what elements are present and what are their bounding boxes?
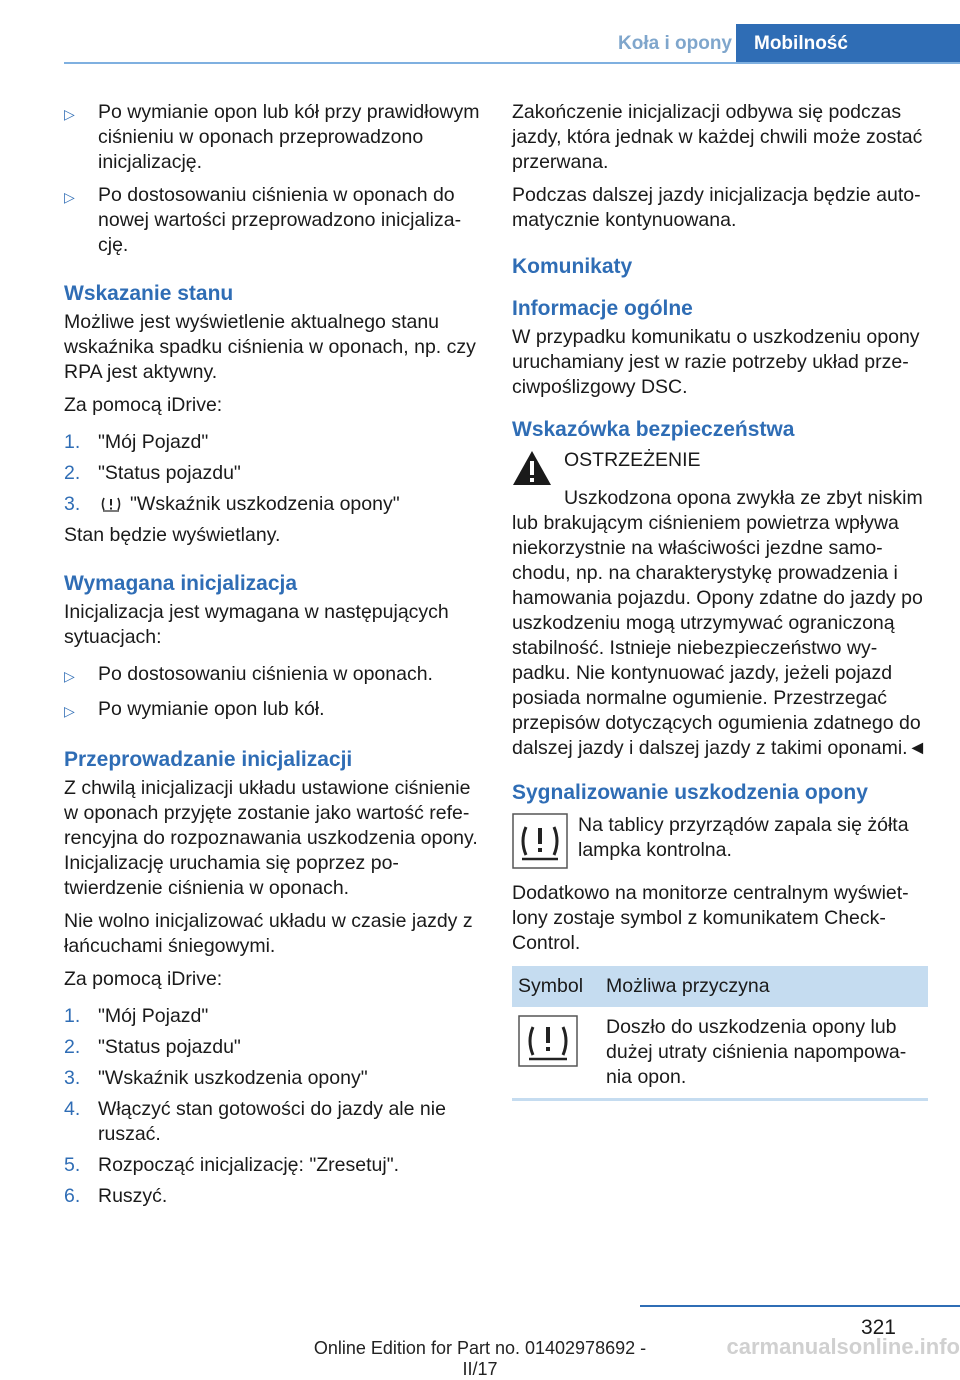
step-item: 3. "Wskaźnik uszkodzenia opony" [64,1067,368,1089]
table-header-cause: Możliwa przyczyna [600,966,928,1007]
table-cell-cause: Doszło do uszkodzenia opony lub dużej utraty ciśnienia napompowania opon. [600,1007,928,1100]
required-text: Inicjalizacja jest wymagana w następujących sytuacjach: [64,601,449,648]
list-item: ▷ Po dostosowaniu ciśnienia w oponach do nowej wartości przeprowadzono inicjalizację. [64,184,462,256]
tire-pressure-icon [512,813,568,869]
step-item: 1. "Mój Pojazd" [64,1005,209,1027]
table-header-symbol: Symbol [512,966,600,1007]
check-control-text: Dodatkowo na monitorze centralnym wyświetlony zostaje symbol z komunikatem Check-Control. [512,882,909,954]
signal-block [512,813,928,869]
heading-signal: Sygnalizowanie uszkodzenia opony [512,781,868,804]
heading-required: Wymagana inicjalizacja [64,572,298,595]
footer-edition: Online Edition for Part no. 01402978692 - II/17 [313,1338,647,1379]
list-item: ▷ Po dostosowaniu ciśnienia w oponach. [64,662,482,689]
step-item: 1. "Mój Pojazd" [64,431,209,453]
heading-general: Informacje ogólne [512,297,693,320]
warning-text: Uszkodzona opona zwykła ze zbyt niskim lub brakującym ciśnieniem powietrza wpływa niekorzystnie na właściwości jezdne samochodu, np. na charakterystykę prowadzenia i hamowania pojazdu. Opony zdatne do jazdy po uszkodzeniu mogą utrzymywać ograniczoną stabilność. Istnieje niebezpieczeństwo wypadku. Nie kontynuować jazdy, jeżeli pojazd posiada normalne ogumienie. Przestrzegać przepisów dotyczących ogumienia zdatnego do dalszej jazdy i dalszej jazdy z takimi oponami.◄ [512,487,927,759]
tire-pressure-icon [100,496,122,512]
header-rule [64,62,960,64]
step-item: 2. "Status pojazdu" [64,1036,241,1058]
general-text: W przypadku komunikatu o uszkodzeniu opony uruchamiany jest w razie potrzeby układ przeciwpoślizgowy DSC. [512,326,920,398]
warning-label: OSTRZEŻENIE [564,449,701,471]
watermark: carmanualsonline.info [726,1334,960,1359]
heading-run: Przeprowadzanie inicjalizacji [64,748,353,771]
triangle-bullet-icon: ▷ [64,189,75,205]
triangle-bullet-icon: ▷ [64,703,75,719]
idrive-intro-2: Za pomocą iDrive: [64,968,223,990]
step-item: 6. Ruszyć. [64,1185,168,1207]
header-chapter: Mobilność [736,24,960,64]
right-column [512,100,928,1101]
triangle-bullet-icon: ▷ [64,106,75,122]
init-end-text: Zakończenie inicjalizacji odbywa się podczas jazdy, która jednak w każdej chwili może zostać przerwana. [512,101,923,173]
status-shown-text: Stan będzie wyświetlany. [64,524,281,546]
page-number-rule [640,1305,960,1307]
init-continue-text: Podczas dalszej jazdy inicjalizacja będzie automatycznie kontynuowana. [512,184,921,231]
page-number: 321 [860,1316,896,1339]
idrive-intro: Za pomocą iDrive: [64,394,223,416]
step-item: 2. "Status pojazdu" [64,462,241,484]
heading-status: Wskazanie stanu [64,282,234,305]
no-init-text: Nie wolno inicjalizować układu w czasie jazdy z łańcuchami śniegowymi. [64,910,473,957]
triangle-bullet-icon: ▷ [64,668,75,684]
symbol-table [512,966,928,1101]
header-section: Koła i opony [618,33,732,54]
warning-block [512,448,928,486]
warning-triangle-icon [512,450,552,486]
signal-text: Na tablicy przyrządów zapala się żółta lampka kontrolna. [578,814,909,861]
list-item: ▷ Po wymianie opon lub kół. [64,697,482,724]
table-row [512,1007,928,1100]
list-item: ▷ Po wymianie opon lub kół przy prawidłowym ciśnieniu w oponach przeprowadzono inicjalizację. [64,101,480,173]
tire-pressure-icon [518,1015,578,1067]
left-column [64,100,482,1215]
run-text: Z chwilą inicjalizacji układu ustawione ciśnienie w oponach przyjęte zostanie jako wartość referencyjna do rozpoznawania uszkodzenia opony. Inicjalizację uruchamia się poprzez potwierdzenie ciśnienia w oponach. [64,777,478,899]
heading-messages: Komunikaty [512,255,633,278]
step-item: 4. Włączyć stan gotowości do jazdy ale nie ruszać. [64,1098,446,1145]
heading-safety: Wskazówka bezpieczeństwa [512,418,795,441]
status-text: Możliwe jest wyświetlenie aktualnego stanu wskaźnika spadku ciśnienia w oponach, np. czy RPA jest aktywny. [64,311,476,383]
step-item: 3. "Wskaźnik uszkodzenia opony" [64,493,400,515]
step-item: 5. Rozpocząć inicjalizację: "Zresetuj". [64,1154,400,1176]
